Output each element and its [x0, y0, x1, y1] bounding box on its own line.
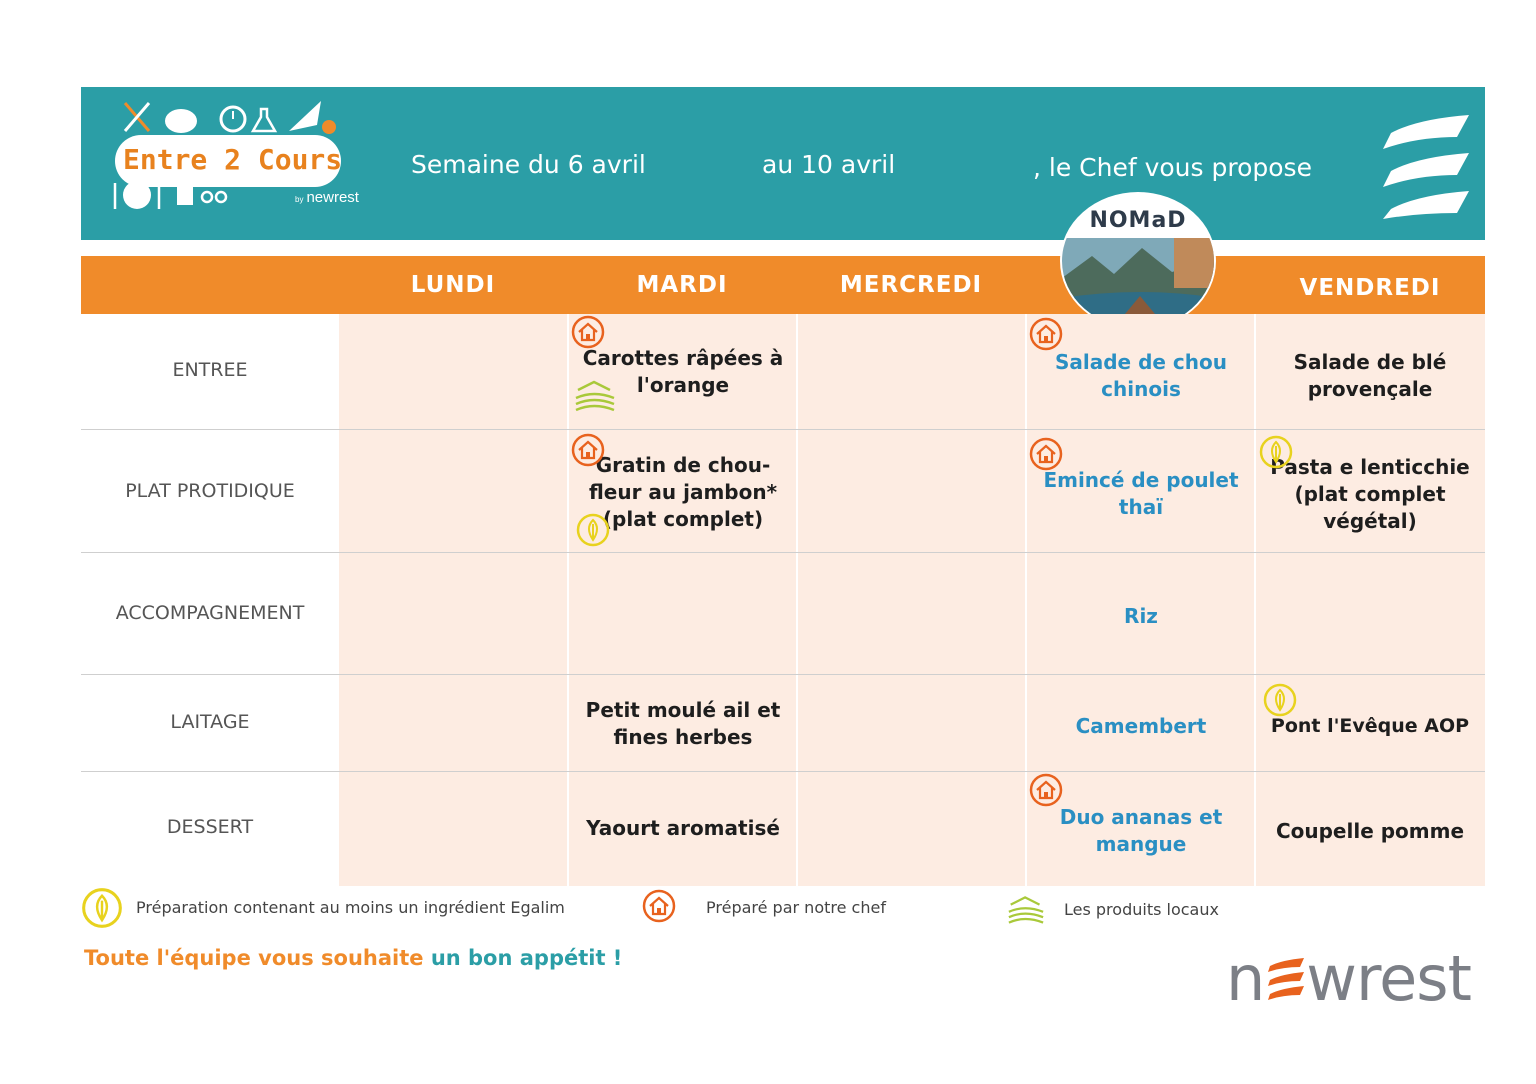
menu-item: Salade de blé provençale — [1293, 350, 1447, 401]
row-label-entree: ENTREE — [172, 359, 248, 381]
newrest-logo-right: wrest — [1306, 942, 1471, 1015]
menu-item: Riz — [1124, 603, 1158, 628]
newrest-logo — [1226, 942, 1471, 1015]
logo-title: Entre 2 Cours — [123, 143, 343, 176]
local-products-icon — [1006, 892, 1046, 928]
chef-house-icon — [570, 314, 606, 350]
egalim-leaf-icon — [575, 512, 611, 548]
entre-2-cours-logo — [111, 95, 359, 225]
legend-egalim: Préparation contenant au moins un ingrédient Egalim — [136, 898, 565, 917]
kitchen-tools-icon — [121, 99, 341, 135]
egalim-leaf-icon — [1262, 682, 1298, 718]
egalim-leaf-icon — [80, 886, 124, 930]
menu-item: Pasta e lenticchie (plat complet végétal) — [1270, 454, 1470, 533]
week-end-text: au 10 avril — [762, 150, 896, 179]
menu-item: Petit moulé ail et fines herbes — [585, 698, 781, 749]
chef-house-icon — [1028, 772, 1064, 808]
menu-item: Coupelle pomme — [1275, 818, 1465, 843]
menu-item: Camembert — [1075, 713, 1207, 738]
footer-message — [84, 946, 622, 970]
row-label-accompagnement: ACCOMPAGNEMENT — [115, 602, 305, 624]
week-start-text: Semaine du 6 avril — [411, 150, 646, 179]
grid-divider — [1025, 314, 1027, 886]
chef-house-icon — [570, 432, 606, 468]
logo-by-newrest: by newrest — [295, 189, 359, 206]
row-label-plat: PLAT PROTIDIQUE — [125, 480, 295, 502]
menu-item: Carottes râpées à l'orange — [582, 346, 784, 397]
newrest-logo-left: n — [1226, 942, 1265, 1015]
footer-message-part1: Toute l'équipe vous souhaite — [84, 946, 424, 970]
chef-house-icon — [1028, 316, 1064, 352]
footer-message-part2: un bon appétit ! — [430, 946, 623, 970]
newrest-swoosh-icon — [1377, 113, 1469, 219]
day-mardi: MARDI — [636, 272, 728, 298]
menu-item: Gratin de chou-fleur au jambon* (plat complet) — [588, 452, 778, 531]
menu-item: Duo ananas et mangue — [1059, 805, 1223, 856]
chef-house-icon — [641, 888, 677, 924]
grid-divider — [796, 314, 798, 886]
row-label-dessert: DESSERT — [166, 816, 254, 838]
header-banner — [81, 87, 1485, 240]
newrest-e-icon — [1266, 958, 1304, 1000]
weekday-header-bar — [81, 256, 1485, 314]
menu-item: Emincé de poulet thaï — [1043, 468, 1239, 519]
nomad-theme-badge — [1060, 192, 1216, 330]
grid-divider — [1254, 314, 1256, 886]
day-vendredi: VENDREDI — [1299, 275, 1441, 301]
day-lundi: LUNDI — [410, 272, 496, 298]
legend-chef: Préparé par notre chef — [706, 898, 886, 917]
egalim-leaf-icon — [1258, 434, 1294, 470]
local-products-icon — [574, 376, 616, 416]
chef-proposes-text: , le Chef vous propose — [1033, 153, 1312, 182]
grid-divider — [567, 314, 569, 886]
row-divider — [81, 674, 1485, 675]
plate-book-glasses-icon — [111, 179, 251, 215]
legend-local: Les produits locaux — [1064, 900, 1219, 919]
menu-item: Salade de chou chinois — [1054, 350, 1227, 401]
menu-item: Yaourt aromatisé — [586, 815, 780, 840]
row-label-laitage: LAITAGE — [170, 711, 250, 733]
nomad-title: NOMaD — [1089, 208, 1187, 233]
day-mercredi: MERCREDI — [839, 272, 983, 298]
chef-house-icon — [1028, 436, 1064, 472]
menu-item: Pont l'Evêque AOP — [1270, 714, 1470, 737]
